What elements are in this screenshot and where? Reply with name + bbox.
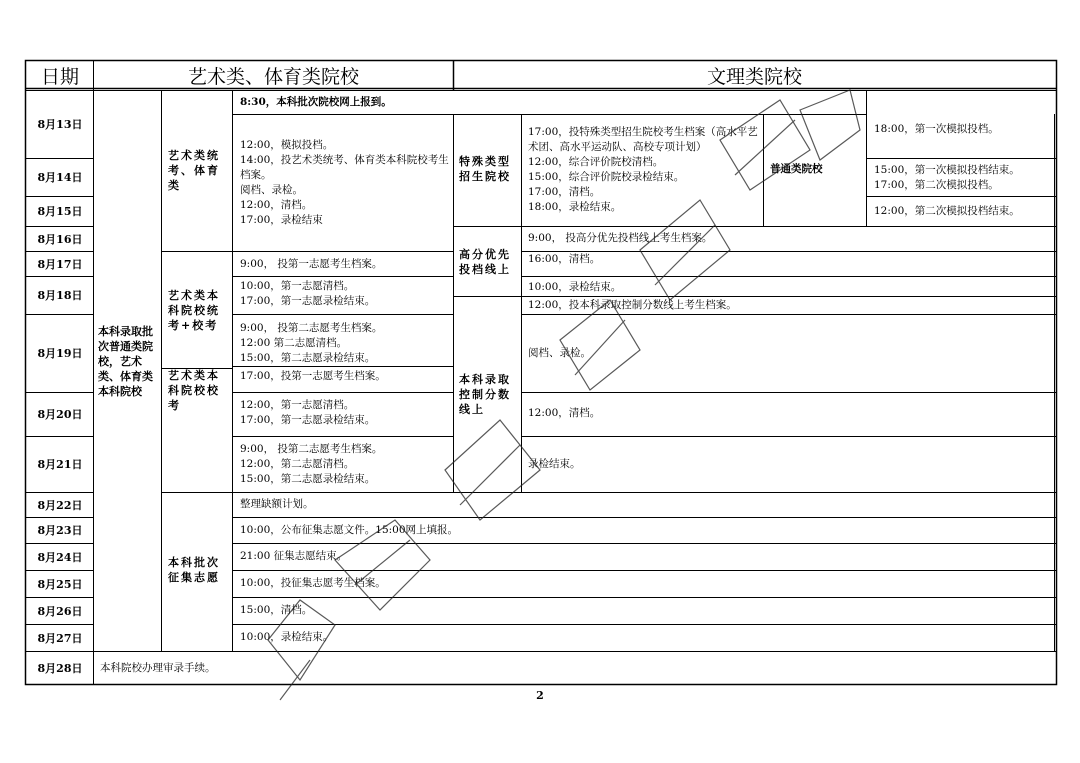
collection-aug24: 21:00 征集志愿结束。: [240, 550, 348, 562]
control-aug19: 阅档、录检。: [528, 347, 591, 359]
date-cell: 8月26日: [37, 604, 83, 618]
date-cell: 8月27日: [37, 631, 83, 645]
art-category-collection: 本科批次征集志愿: [168, 556, 220, 584]
control-aug18: 12:00，投本科录取控制分数线上考生档案。: [528, 299, 737, 311]
date-cell: 8月16日: [37, 232, 83, 246]
date-cell: 8月14日: [37, 171, 83, 184]
high-aug16: 9:00， 投高分优先投档线上考生档案。: [528, 232, 713, 244]
final-aug28: 本科院校办理审录手续。: [100, 662, 216, 674]
page-number: 2: [536, 689, 544, 702]
high-aug17: 16:00，清档。: [528, 253, 601, 265]
collection-aug23: 10:00，公布征集志愿文件。15:00网上填报。: [240, 524, 459, 536]
collection-aug25: 10:00，投征集志愿考生档案。: [240, 577, 386, 589]
control-line-label: 本科录取控制分数线上: [459, 373, 511, 416]
normal-aug14: 15:00，第一次模拟投档结束。 17:00，第二次模拟投档。: [874, 164, 1020, 191]
art-category-unified: 艺术类统考、体育类: [168, 149, 220, 192]
collection-aug26: 15:00，清档。: [240, 604, 313, 616]
special-type-label: 特殊类型招生院校: [459, 155, 511, 183]
collection-aug22: 整理缺额计划。: [240, 498, 314, 510]
art-category-unified-school: 艺术类本科院校统考+校考: [168, 289, 220, 332]
normal-aug15: 12:00，第二次模拟投档结束。: [874, 205, 1020, 217]
date-cell: 8月17日: [37, 257, 83, 271]
art-aug19b: 17:00，投第一志愿考生档案。: [240, 370, 386, 382]
control-aug21: 录检结束。: [528, 458, 581, 470]
date-cell: 8月23日: [37, 524, 83, 537]
date-cell: 8月13日: [37, 118, 83, 131]
art-aug19a: 9:00， 投第二志愿考生档案。 12:00 第二志愿清档。 15:00，第二志愿录检结束。: [240, 322, 383, 364]
date-cell: 8月15日: [37, 205, 83, 218]
special-type-schedule: 17:00，投特殊类型招生院校考生档案（高水平艺术团、高水平运动队、高校专项计划） 12:00，综合评价院校清档。 15:00，综合评价院校录检结束。 17:00，清档。 18:00，录检结束。: [528, 126, 758, 213]
header-date: 日期: [40, 65, 79, 88]
date-cell: 8月18日: [37, 289, 83, 302]
art-aug17: 9:00， 投第一志愿考生档案。: [240, 258, 383, 270]
art-aug20: 12:00，第一志愿清档。 17:00，第一志愿录检结束。: [240, 399, 376, 426]
header-art-schools: 艺术类、体育类院校: [187, 65, 359, 88]
art-category-school: 艺术类本科院校校考: [168, 369, 220, 412]
date-cell: 8月24日: [37, 550, 83, 564]
date-cell: 8月21日: [37, 458, 83, 471]
normal-aug13: 18:00，第一次模拟投档。: [874, 123, 999, 135]
report-line: 8:30，本科批次院校网上报到。: [240, 96, 392, 108]
date-cell: 8月19日: [37, 347, 83, 360]
control-aug20: 12:00，清档。: [528, 407, 601, 419]
high-score-label: 高分优先投档线上: [459, 248, 511, 276]
art-aug18: 10:00，第一志愿清档。 17:00，第一志愿录检结束。: [240, 280, 376, 307]
date-cell: 8月28日: [37, 662, 83, 675]
date-cell: 8月20日: [37, 408, 83, 421]
date-cell: 8月25日: [37, 577, 83, 591]
art-aug21: 9:00， 投第二志愿考生档案。 12:00，第二志愿清档。 15:00，第二志愿录检结束。: [240, 443, 383, 485]
high-aug18: 10:00，录检结束。: [528, 281, 622, 293]
normal-schools-label: 普通类院校: [770, 163, 823, 175]
collection-aug27: 10:00，录检结束。: [240, 631, 334, 643]
art-group-label: 本科录取批次普通类院校，艺术类、体育类本科院校: [98, 325, 153, 398]
header-science-schools: 文理类院校: [706, 65, 802, 88]
art-unified-schedule: 12:00，模拟投档。 14:00，投艺术类统考、体育类本科院校考生档案。 阅档、录检。 12:00，清档。 17:00，录检结束: [240, 139, 449, 226]
date-cell: 8月22日: [37, 498, 83, 512]
